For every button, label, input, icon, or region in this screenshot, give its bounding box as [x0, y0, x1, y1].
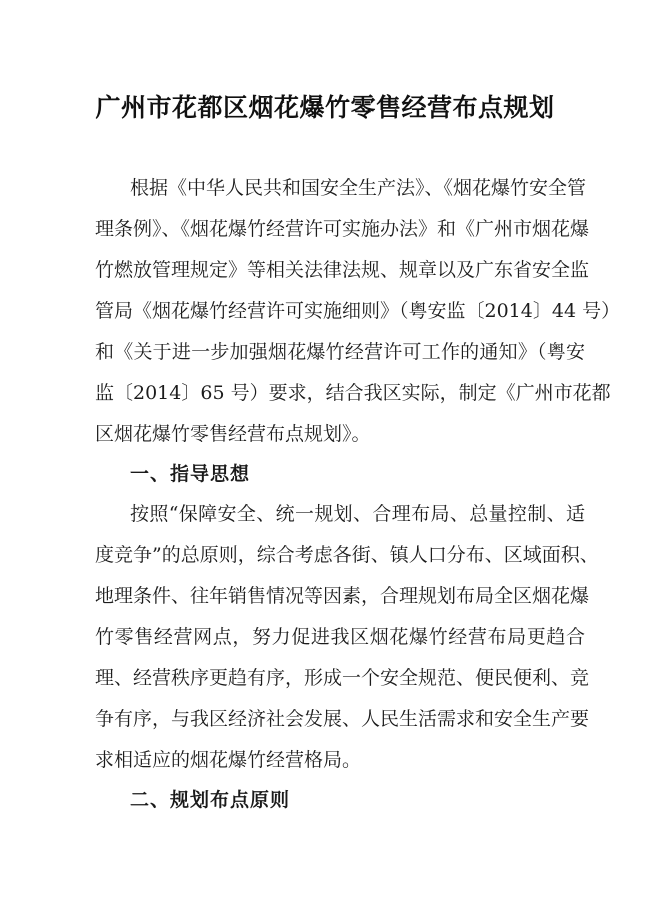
- paragraph-line: 管局《烟花爆竹经营许可实施细则》（粤安监〔2014〕44 号）: [95, 300, 621, 322]
- document-title: 广州市花都区烟花爆竹零售经营布点规划: [95, 93, 555, 122]
- paragraph-line: 和《关于进一步加强烟花爆竹经营许可工作的通知》（粤安: [95, 341, 585, 363]
- paragraph-line: 根据《中华人民共和国安全生产法》、《烟花爆竹安全管: [130, 177, 587, 199]
- paragraph-line: 竹零售经营网点，努力促进我区烟花爆竹经营布局更趋合: [95, 626, 585, 648]
- paragraph-line: 度竞争”的总原则，综合考虑各街、镇人口分布、区域面积、: [95, 544, 599, 566]
- paragraph-line: 理、经营秩序更趋有序，形成一个安全规范、便民便利、竞: [95, 667, 590, 689]
- paragraph-line: 按照“保障安全、统一规划、合理布局、总量控制、适: [130, 503, 585, 525]
- paragraph-line: 地理条件、往年销售情况等因素，合理规划布局全区烟花爆: [95, 585, 590, 607]
- paragraph-line: 区烟花爆竹零售经营布点规划》。: [95, 423, 371, 445]
- paragraph-line: 竹燃放管理规定》等相关法律法规、规章以及广东省安全监: [95, 259, 590, 281]
- paragraph-line: 理条例》、《烟花爆竹经营许可实施办法》和《广州市烟花爆: [95, 218, 590, 240]
- section-heading-guiding-ideology: 一、指导思想: [130, 463, 251, 485]
- paragraph-line: 监〔2014〕65 号）要求，结合我区实际，制定《广州市花都: [95, 382, 611, 404]
- paragraph-line: 求相适应的烟花爆竹经营格局。: [95, 749, 362, 771]
- section-heading-planning-principles: 二、规划布点原则: [130, 789, 291, 811]
- paragraph-line: 争有序，与我区经济社会发展、人民生活需求和安全生产要: [95, 708, 590, 730]
